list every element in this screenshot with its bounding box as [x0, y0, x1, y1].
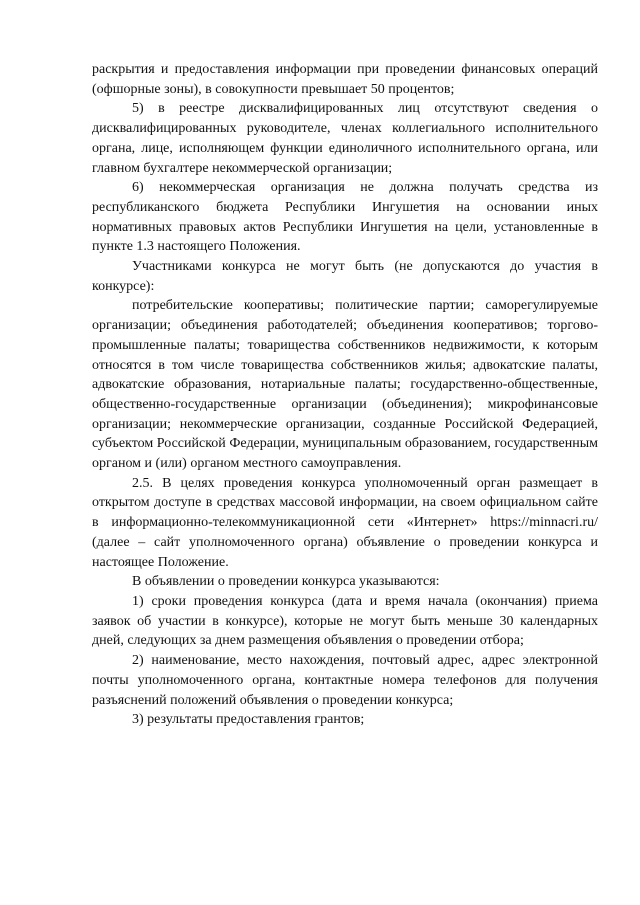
paragraph-announcement-item-2: 2) наименование, место нахождения, почтовый адрес, адрес электронной почты уполномоченного органа, контактные номера телефонов для получения разъяснений положений объявления о проведении конкурса; — [92, 653, 598, 708]
paragraph-excluded-participants-intro: Участниками конкурса не могут быть (не допускаются до участия в конкурсе): — [92, 259, 598, 294]
paragraph-announcement-item-3: 3) результаты предоставления грантов; — [132, 712, 365, 728]
paragraph-item-6-budget-funds: 6) некоммерческая организация не должна получать средства из республиканского бюджета Республики Ингушетия на основании иных нормативных правовых актов Республики Ингушетия на цели, установленные в пункте 1.3 настоящего Положения. — [92, 180, 598, 255]
paragraph-offshore-continuation: раскрытия и предоставления информации при проведении финансовых операций (офшорные зоны), в совокупности превышает 50 процентов; — [92, 62, 598, 97]
paragraph-item-5-disqualified-registry: 5) в реестре дисквалифицированных лиц отсутствуют сведения о дисквалифицированных руководителе, членах коллегиального исполнительного органа, лице, исполняющем функции единоличного исполнительного органа, или главном бухгалтере некоммерческой организации; — [92, 101, 598, 176]
paragraph-announcement-item-1: 1) сроки проведения конкурса (дата и время начала (окончания) приема заявок об участии в конкурсе), которые не могут быть меньше 30 календарных дней, следующих за днем размещения объявления о проведении отбора; — [92, 593, 598, 649]
paragraph-announcement-contents-intro: В объявлении о проведении конкурса указываются: — [132, 574, 440, 590]
paragraph-excluded-participants-list: потребительские кооперативы; политические партии; саморегулируемые организации; объединения работодателей; объединения кооперативов; торгово-промышленные палаты; товарищества собственников недвижимости, к которым относятся в том числе товарищества собственников жилья; адвокатские палаты, адвокатские образования, нотариальные палаты; государственно-общественные, общественно-государственные организации (объединения); микрофинансовые организации; некоммерческие организации, созданные Российской Федерацией, субъектом Российской Федерации, муниципальным образованием, государственным органом и (или) органом местного самоуправления. — [92, 298, 598, 472]
paragraph-section-2-5: 2.5. В целях проведения конкурса уполномоченный орган размещает в открытом доступе в средствах массовой информации, на своем официальном сайте в информационно-телекоммуникационной сети «Интернет» https://minnacri.ru/ (далее – сайт уполномоченного органа) объявление о проведении конкурса и настоящее Положение. — [92, 475, 598, 570]
